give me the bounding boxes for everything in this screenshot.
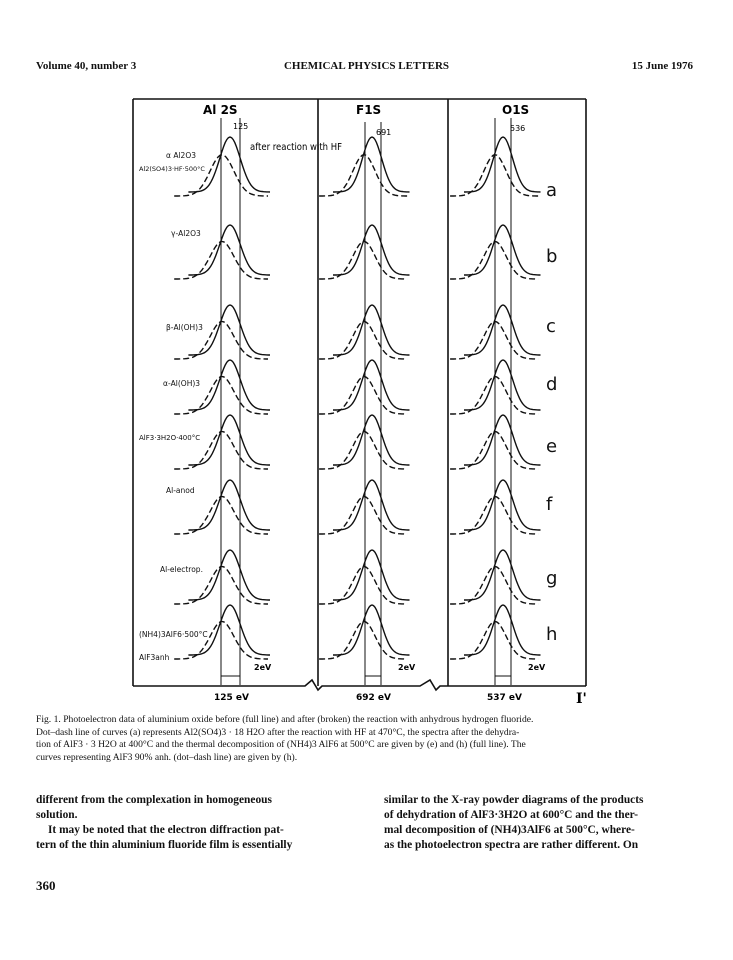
spectrum-broken-o — [450, 377, 538, 415]
spectrum-broken-o — [450, 567, 538, 605]
spectrum-broken-o — [450, 322, 538, 360]
corner-mark: I' — [576, 691, 587, 707]
text-line: as the photoelectron spectra are rather different. On — [384, 839, 639, 851]
page-number: 360 — [36, 878, 56, 893]
sample-label-al-electrop: Al-electrop. — [160, 565, 203, 574]
panel-title-al2s: Al 2S — [203, 103, 238, 117]
text-line: tern of the thin aluminium fluoride film is essentially — [36, 839, 293, 851]
row-letter-b: b — [546, 246, 558, 267]
scale-label-o: 2eV — [528, 663, 546, 672]
spectrum-broken-f — [319, 622, 407, 660]
sample-label-alf3-3h2o: AlF3·3H2O·400°C — [139, 434, 201, 442]
caption-line: curves representing AlF3 90% anh. (dot–dash line) are given by (h). — [36, 751, 298, 763]
spectrum-broken-f — [319, 322, 407, 360]
text-line: similar to the X-ray powder diagrams of the products — [384, 794, 644, 806]
text-line: different from the complexation in homogeneous — [36, 794, 272, 806]
row-letter-d: d — [546, 374, 558, 395]
spectrum-broken-o — [450, 497, 538, 535]
spectrum-full-al — [188, 360, 270, 410]
spectrum-full-f — [333, 137, 410, 192]
sample-label-al-anod: Al-anod — [166, 486, 195, 495]
sample-label-alpha-aloh3: α-Al(OH)3 — [163, 379, 201, 388]
peak-label-al: 125 — [233, 122, 249, 131]
journal-title: CHEMICAL PHYSICS LETTERS — [283, 60, 450, 72]
sample-label-alf3anh: AlF3anh — [139, 653, 170, 662]
spectrum-broken-f — [319, 497, 407, 535]
spectrum-broken-f — [319, 155, 407, 196]
panel-title-o1s: O1S — [502, 103, 530, 117]
row-letter-c: c — [546, 316, 556, 337]
caption-line: Fig. 1. Photoelectron data of aluminium oxide before (full line) and after (broken) the reaction with anhydrous hydrogen fluoride. — [36, 714, 534, 725]
volume-number: Volume 40, number 3 — [36, 60, 137, 72]
row-letter-h: h — [546, 624, 558, 645]
spectrum-full-al — [188, 550, 270, 600]
figure-caption — [36, 714, 698, 764]
text-line: of dehydration of AlF3·3H2O at 600°C and the ther- — [384, 809, 639, 821]
row-letter-g: g — [546, 568, 558, 589]
spectrum-broken-f — [319, 242, 407, 280]
sample-label-gamma-al2o3: γ-Al2O3 — [171, 229, 201, 238]
spectrum-broken-f — [319, 377, 407, 415]
scale-label-al: 2eV — [254, 663, 272, 672]
spectrum-broken-f — [319, 432, 407, 470]
spectrum-broken-o — [450, 622, 538, 660]
text-line: mal decomposition of (NH4)3AlF6 at 500°C, where- — [384, 824, 635, 836]
spectrum-full-al — [188, 480, 270, 530]
body-text-left — [36, 793, 356, 853]
spectrum-full-al — [188, 415, 270, 465]
text-line: solution. — [36, 809, 78, 821]
sample-label-alpha-al2o3: α Al2O3 — [166, 151, 196, 160]
annotation-after-reaction: after reaction with HF — [250, 142, 343, 153]
peak-label-f: 691 — [376, 128, 392, 137]
axis-label-f: 692 eV — [356, 693, 391, 703]
row-letter-a: a — [546, 180, 558, 201]
spectrum-broken-o — [450, 432, 538, 470]
peak-label-o: 536 — [510, 124, 526, 133]
sample-label-beta-aloh3: β-Al(OH)3 — [166, 323, 203, 332]
body-text-right — [384, 793, 704, 853]
issue-date: 15 June 1976 — [631, 60, 693, 72]
caption-line: Dot–dash line of curves (a) represents Al2(SO4)3 · 18 H2O after the reaction with HF at 470°C, the spectra after the dehydra- — [36, 726, 520, 738]
axis-label-al: 125 eV — [214, 693, 249, 703]
scale-label-f: 2eV — [398, 663, 416, 672]
row-letter-f: f — [546, 494, 553, 515]
row-letter-e: e — [546, 436, 558, 457]
panel-title-f1s: F1S — [356, 103, 382, 117]
spectrum-broken-f — [319, 567, 407, 605]
caption-line: tion of AlF3 · 3 H2O at 400°C and the thermal decomposition of (NH4)3 AlF6 at 500°C are given by (e) and (h) (full line). The — [36, 739, 526, 751]
spectrum-broken-o — [450, 155, 538, 196]
sample-label-al2so4-hf: Al2(SO4)3·HF·500°C — [139, 165, 205, 173]
sample-label-nh4-alf6: (NH4)3AlF6·500°C — [139, 630, 208, 639]
spectrum-broken-o — [450, 242, 538, 280]
axis-label-o: 537 eV — [487, 693, 522, 703]
text-line: It may be noted that the electron diffraction pat- — [48, 824, 284, 836]
spectrum-full-o — [464, 137, 541, 192]
